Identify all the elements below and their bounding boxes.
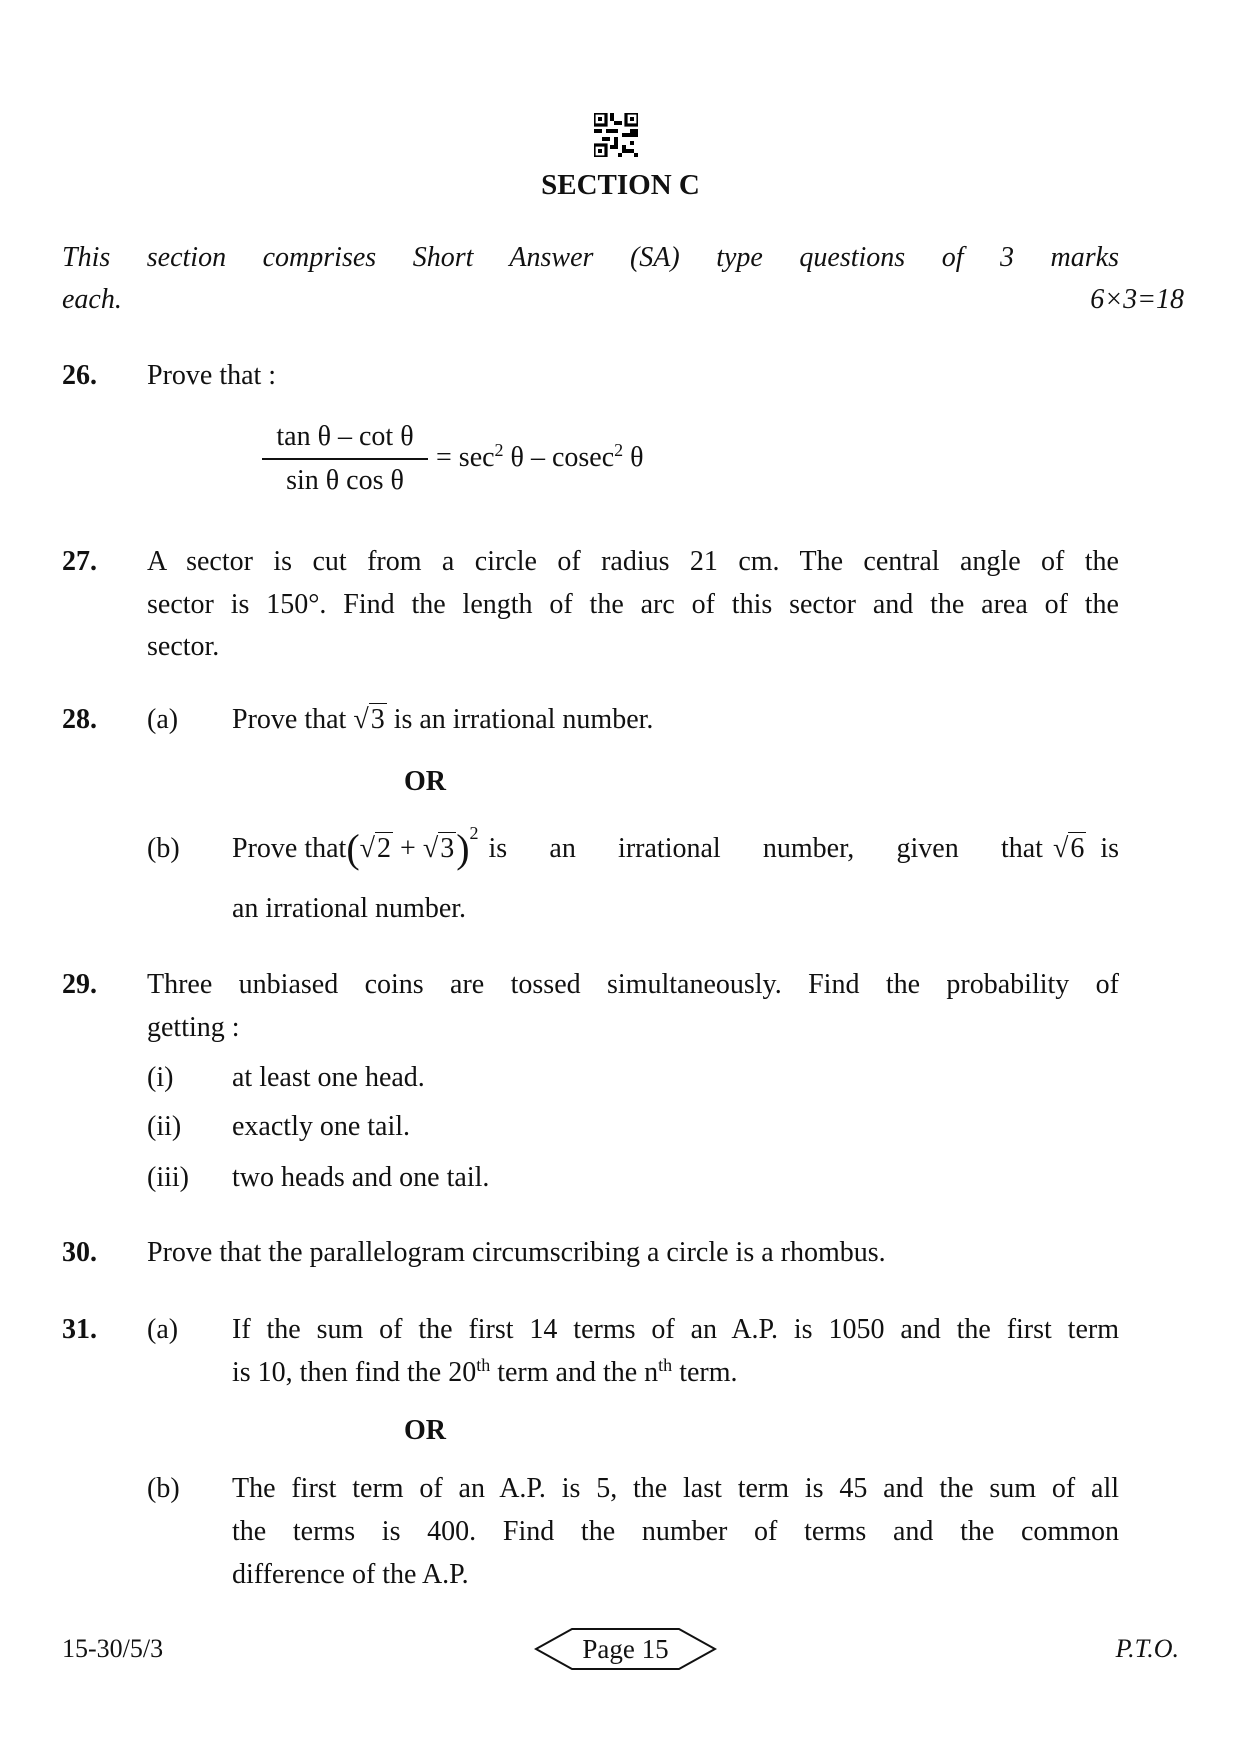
question-29-line: getting : [147,1012,240,1043]
question-31b-line: The first term of an A.P. is 5, the last term is 45 and the sum of all [232,1473,1119,1504]
superscript: th [476,1355,491,1375]
question-31a-line2 [232,1354,1119,1392]
text: Prove that [232,704,347,735]
exponent: 2 [614,440,624,460]
option-label-b: (b) [147,833,180,864]
question-31a-line1: If the sum of the first 14 terms of an A.P. is 1050 and the first term [232,1314,1119,1345]
option-label-a: (a) [147,704,179,735]
question-number-30: 30. [62,1237,97,1268]
text: Prove that [232,833,347,864]
question-number-31: 31. [62,1314,97,1345]
text: is an irrational number. [393,704,654,735]
text: term and the n [490,1357,659,1388]
paper-code: 15-30/5/3 [62,1634,164,1663]
question-31b-line: difference of the A.P. [232,1559,469,1590]
numerator: tan θ – cot θ [276,421,414,452]
rhs-theta: θ [623,442,644,473]
text: is an irrational number, given that [488,833,1043,864]
radicand: 6 [1070,833,1085,864]
exponent: 2 [494,440,504,460]
question-number-29: 29. [62,969,97,1000]
item-label: (iii) [147,1162,189,1193]
section-title: SECTION C [541,169,700,201]
fraction-bar [262,458,428,460]
exponent: 2 [469,823,479,843]
superscript: th [658,1355,673,1375]
plus: + [400,833,416,864]
item-text: at least one head. [232,1062,425,1093]
section-marks: 6×3=18 [1090,284,1184,315]
question-27-line: sector is 150°. Find the length of the arc of this sector and the area of the [147,589,1119,620]
item-label: (i) [147,1062,174,1093]
option-label-b: (b) [147,1473,180,1504]
fraction [262,418,428,500]
equation-rhs [436,439,644,477]
radicand: 3 [370,704,385,735]
question-31b-line: the terms is 400. Find the number of terms and the common [232,1516,1119,1547]
square-root: √6 [1052,833,1085,864]
or-divider: OR [404,766,446,797]
denominator: sin θ cos θ [286,465,404,496]
rhs-cosec: θ – cosec [503,442,615,473]
qr-code [594,113,638,157]
question-30-text: Prove that the parallelogram circumscribing a circle is a rhombus. [147,1237,886,1268]
please-turn-over: P.T.O. [1115,1634,1179,1663]
question-26-text: Prove that : [147,360,277,391]
item-text: two heads and one tail. [232,1162,490,1193]
radicand: 2 [377,833,392,864]
expression: $(√2 + √3)^2$ [346,823,479,871]
option-label-a: (a) [147,1314,179,1345]
square-root: √3 [353,704,385,735]
item-text: exactly one tail. [232,1111,411,1142]
question-28b-line2: an irrational number. [232,893,467,924]
question-number-28: 28. [62,704,97,735]
section-intro-line1: This section comprises Short Answer (SA) type questions of 3 marks [62,242,1119,273]
text: is 10, then find the 20 [232,1357,477,1388]
rhs-sec: = sec [436,442,495,473]
or-divider: OR [404,1415,446,1446]
question-number-26: 26. [62,360,97,391]
item-label: (ii) [147,1111,182,1142]
section-intro-line2: each. [62,284,122,315]
question-27-line: sector. [147,631,220,662]
question-27-line: A sector is cut from a circle of radius 21 cm. The central angle of the [147,546,1119,577]
question-28a-text [232,701,653,739]
text: term. [672,1357,738,1388]
question-29-line: Three unbiased coins are tossed simultaneously. Find the probability of [147,969,1119,1000]
text: is [1100,833,1119,864]
page-number: Page 15 [582,1634,669,1664]
question-number-27: 27. [62,546,97,577]
radicand: 3 [440,833,455,864]
question-28b-line1 [232,823,1119,871]
